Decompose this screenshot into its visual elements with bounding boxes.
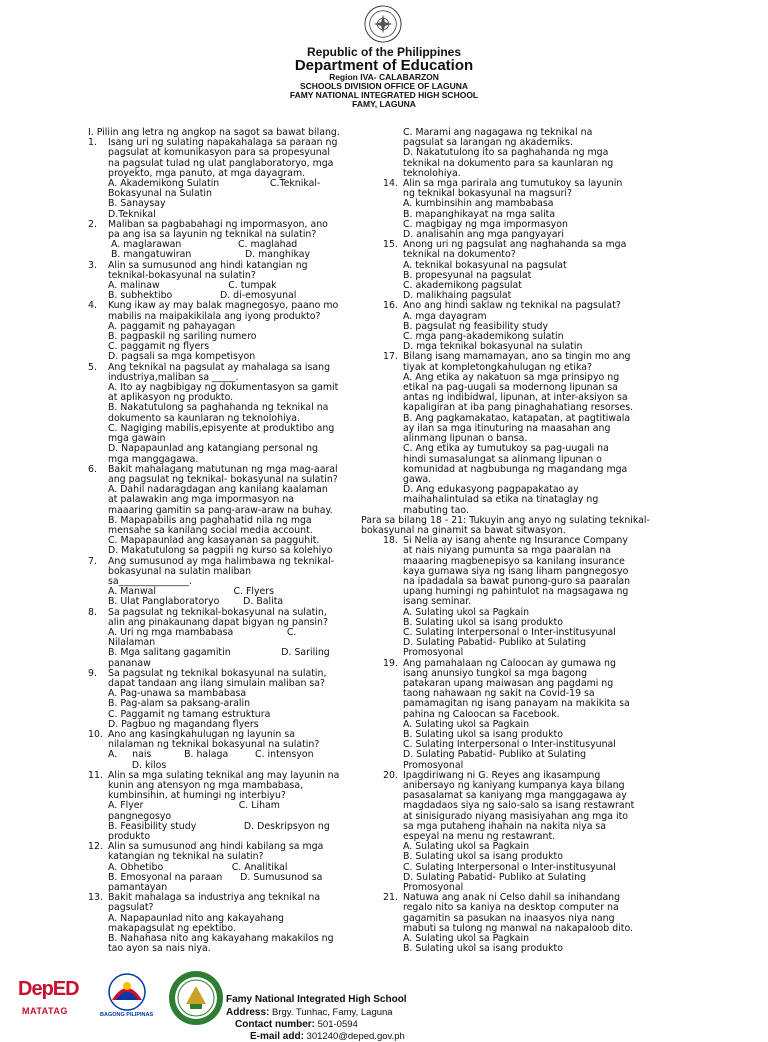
question-line: dokumento sa kaunlaran ng teknolohiya. [108,412,300,424]
question-line: B. Mga salitang gagamitin D. Sariling [108,647,330,659]
footer-logos [16,970,216,1020]
question-item [88,728,364,771]
question-line: mensahe sa kanilang social media account. [108,524,313,536]
footer-address-label: Address: [226,1007,270,1018]
question-line: A. Akademikong Sulatin C.Teknikal- [108,178,321,190]
question-number: 4. [88,300,97,312]
section-instruction-line: bokasyunal na ginamit sa bawat sitwasyon. [361,524,566,536]
question-line: B. Nakatutulong sa paghahanda ng teknikal na [108,402,329,414]
question-line: C. Sulating Interpersonal o Inter-institusyunal [403,626,616,638]
question-item [383,769,733,894]
continuation-line: teknolohiya. [403,167,461,179]
question-line: A. Dahil nadaragdagan ang kanilang kaalaman [108,484,328,496]
question-line: kapaligiran at iba pang pinaghahatiang resorses. [403,402,634,414]
question-line: regalo nito sa kaniya na desktop computer na [403,902,619,914]
question-line: D.Teknikal [108,208,156,220]
question-line: Kung ikaw ay may balak magnegosyo, paano mo [108,300,339,312]
question-line: at sinisigurado niyang masisiyahan ang mga ito [403,810,628,822]
question-line: D. Sulating Pabatid- Publiko at Sulating [403,871,587,883]
question-line: C. Mapapaunlad ang kasayanan sa pagguhit. [108,535,320,547]
question-line: D. Makatutulong sa pagpili ng kurso sa kolehiyo [108,545,333,557]
question-line: magdadaos siya ng salo-salo sa isang restawrant [403,800,635,812]
question-line: kunin ang atensyon ng mga mambabasa, [108,780,304,791]
question-line: gagamitin sa pasukan na inaasyos niya nang [403,912,615,924]
question-line: C. akademikong pagsulat [403,280,522,292]
header-department: Department of Education [294,57,474,74]
question-line: antas ng indibidwal, lipunan, at inter-aksiyon sa [403,392,628,404]
question-line: mga manggagawa. [108,453,199,465]
question-line: Ang pamahalaan ng Caloocan ay gumawa ng [403,657,616,669]
question-line: pamantayan [108,882,168,894]
question-line: taong nahawaan ng sakit na Covid-19 sa [403,688,595,700]
question-line: Sa pagsulat ng teknikal-bokasyunal na sulatin, [108,606,327,618]
question-line: Ano ang kasingkahulugan ng layunin sa [108,728,295,740]
question-line: teknikal-bokasyunal na sulatin? [108,269,256,281]
question-number: 1. [88,137,97,149]
question-number: 19. [383,657,398,669]
deped-logo-text: DepED [18,978,79,1000]
header-region: Region IVA- CALABARZON [329,72,439,82]
question-line: ng teknikal bokasyunal na magsuri? [403,188,572,200]
question-item [88,361,364,465]
question-line: na pagsulat tulad ng ulat panglaboratoryo, mga [108,157,334,169]
question-line: B. Pag-alam sa paksang-aralin [108,698,251,710]
question-line: Bakit mahalagang matutunan ng mga mag-aaral [108,463,338,475]
question-line: A. Napapaunlad nito ang kakayahang [108,912,284,924]
question-line: B. Feasibility study D. Deskripsyon ng [108,820,330,832]
question-line: isang anunsiyo tungkol sa mga bagong [403,667,588,679]
question-number: 8. [88,606,97,618]
question-line: A. Pag-unawa sa mambabasa [108,688,247,700]
question-line: Ang teknikal na pagsulat ay mahalaga sa isang [108,361,331,373]
right-question-list-b [383,535,733,955]
question-item [88,300,364,363]
bagong-pilipinas-logo-icon [102,972,152,1012]
question-line: sa_______________. [108,575,192,587]
footer-email-label: E-mail add: [250,1031,304,1042]
question-number: 18. [383,535,398,547]
question-line: Nilalaman [108,637,156,649]
continuation-line: pagsulat sa larangan ng akademiks. [403,137,573,149]
question-line: maihahalintulad sa etika na tinataglay ng [403,494,599,506]
question-number: 2. [88,218,97,230]
question-line: Alin sa mga parirala ang tumutukoy sa layunin [403,178,623,190]
question-number: 7. [88,555,97,567]
question-line: Bilang isang mamamayan, ano sa tingin mo ang [403,351,631,363]
left-question-list [88,137,364,955]
question-number: 12. [88,841,103,853]
question-item [383,892,733,955]
question-line: Bokasyunal na Sulatin [108,188,212,200]
question-line: D. malikhaing pagsulat [403,290,512,302]
question-number: 5. [88,361,97,373]
footer-email [250,1031,405,1042]
question-line: A. Uri ng mga mambabasa C. [108,626,297,638]
question-line: kumbinsihin, at humingi ng interbiyu? [108,790,286,802]
footer-email-value: 301240@deped.gov.ph [306,1031,405,1042]
question-line: makapagsulat ng epektibo. [108,922,236,934]
question-line: Alin sa sumusunod ang hindi kabilang sa mga [108,841,324,853]
question-number: 21. [383,892,398,904]
question-line: A. malinaw C. tumpak [108,280,277,292]
question-line: B. mangatuwiran D. manghikay [108,249,311,261]
question-line: na ipadadala sa bawat punong-guro sa paaralan [403,575,631,587]
question-line: D. Napapaunlad ang katangiang personal ng [108,443,319,455]
question-line: teknikal na dokumento? [403,249,516,261]
question-line: B. Emosyonal na paraan D. Sumusunod sa [108,871,323,883]
question-line: B. Sulating ukol sa isang produkto [403,616,563,628]
question-item [88,463,364,557]
continuation-line: D. Nakatutulong ito sa paghahanda ng mga [403,147,609,159]
question-line: A. Manwal C. Flyers [108,586,275,598]
question-line: alinmang lipunan o bansa. [403,433,528,445]
deped-logo [18,978,79,1001]
question-number: 20. [383,769,398,781]
question-line: Bakit mahalaga sa industriya ang teknikal na [108,892,321,904]
question-line: nilalaman ng teknikal bokasyunal na sulatin? [108,739,320,751]
question-line: dapat tandaan ang ilang simulain maliban sa? [108,677,325,689]
question-line: A. Ang etika ay nakatuon sa mga prinsipyo ng [403,371,620,383]
question-line: D. Sulating Pabatid- Publiko at Sulating [403,637,587,649]
question-line: anibersayo ng kaniyang kumpanya kaya bilang [403,780,625,791]
question-line: alin ang pinakaunang dapat bigyan ng pansin? [108,616,328,628]
question-line: B. Ang pagkamakatao, katapatan, at pagtitiwala [403,412,631,424]
question-item [383,535,733,659]
question-line: Maliban sa pagbabahagi ng impormasyon, ano [108,218,328,230]
question-number: 10. [88,728,103,740]
question-line: proyekto, mga panuto, at mga dayagram. [108,167,306,179]
question-line: A. Sulating ukol sa Pagkain [403,841,530,853]
question-13-continuation [403,128,733,179]
footer-contact-value: 501-0594 [317,1019,358,1030]
question-number: 11. [88,769,103,781]
right-question-list-a [383,178,733,516]
question-number: 3. [88,259,97,271]
question-line: A. Ito ay nagbibigay ng dokumentasyon sa gamit [108,382,339,394]
question-item [88,841,364,894]
question-line: B. propesyunal na pagsulat [403,269,532,281]
question-line: A. maglarawan C. maglahad [108,239,298,251]
question-line: C. Sulating Interpersonal o Inter-institusyunal [403,861,616,873]
question-line: Alin sa sumusunod ang hindi katangian ng [108,259,308,271]
section-instruction [361,516,733,536]
question-line: B. pagsulat ng feasibility study [403,320,549,332]
question-line: sa mga putaheng ihahain na nakita niya sa [403,820,607,832]
question-line: B. Nahahasa nito ang kakayahang makakilos ng [108,933,334,945]
question-line: D. mga teknikal bokasyunal na sulatin [403,341,583,353]
question-line: tao ayon sa nais niya. [108,943,211,955]
question-line: A. nais B. halaga C. intensyon [108,749,314,761]
question-line: A. paggamit ng pahayagan [108,320,236,332]
question-number: 16. [383,300,398,312]
question-line: etikal na pag-uugali sa modernong lipunan sa [403,382,618,394]
question-line: pamamagitan ng isang panayam na makikita sa [403,698,630,710]
question-item [383,300,733,353]
question-line: C. paggamit ng flyers [108,341,210,353]
footer-contact [235,1019,358,1030]
question-line: ang pagsulat ng teknikal- bokasyunal na sulatin? [108,473,338,485]
question-line: mabuti sa tulong ng manwal na nakapaloob dito. [403,922,634,934]
matatag-logo-text: MATATAG [22,1006,68,1016]
question-line: C. mga pang-akademikong sulatin [403,331,564,343]
footer-contact-label: Contact number: [235,1019,315,1030]
question-line: C. magbigay ng mga impormasyon [403,218,568,230]
question-line: mga gawain [108,433,166,445]
question-line: pangnegosyo [108,810,172,822]
left-column [88,127,364,955]
question-line: C. Paggamit ng tamang estruktura [108,708,271,720]
question-line: upang humingi ng pahintulot na magsagawa ng [403,586,629,598]
question-line: Sa pagsulat ng teknikal bokasyunal na sulatin, [108,667,327,679]
question-item [88,667,364,730]
question-line: A. Flyer C. Liham [108,800,280,812]
question-line: C. Ang etika ay tumutukoy sa pag-uugali na [403,443,609,455]
header-school: FAMY NATIONAL INTEGRATED HIGH SCHOOL [289,90,479,100]
question-line: produkto [108,831,151,843]
question-line: gawa. [403,473,432,485]
question-line: pasasalamat sa kaniyang mga manggagawa ay [403,790,627,802]
question-line: Isang uri ng sulating napakahalaga sa paraan ng [108,137,338,149]
question-line: Promosyonal [403,759,464,771]
question-line: at palawakin ang mga impormasyon na [108,494,295,506]
question-line: D. kilos [108,759,167,771]
question-line: A. mga dayagram [403,310,487,322]
question-line: Anong uri ng pagsulat ang naghahanda sa mga [403,239,627,251]
question-line: Natuwa ang anak ni Celso dahil sa inihandang [403,892,621,904]
question-line: C. Nagiging mabilis,episyente at produktibo ang [108,422,335,434]
question-line: B. subhektibo D. di-emosyunal [108,290,297,302]
question-line: industriya,maliban sa _____. [108,371,239,383]
question-item [88,606,364,669]
question-line: kaya gumawa siya ng isang liham pangnegosyo [403,565,629,577]
footer-school-name: Famy National Integrated High School [226,994,407,1005]
question-item [88,555,364,608]
question-line: A. Sulating ukol sa Pagkain [403,718,530,730]
question-line: A. kumbinsihin ang mambabasa [403,198,554,210]
deped-seal-icon [364,5,402,43]
question-item [383,239,733,302]
question-line: D. Sulating Pabatid- Publiko at Sulating [403,749,587,761]
question-line: B. Sulating ukol sa isang produkto [403,851,563,863]
question-number: 9. [88,667,97,679]
question-line: Ipagdiriwang ni G. Reyes ang ikasampung [403,769,601,781]
question-number: 17. [383,351,398,363]
question-line: tiyak at kompletongkahulugan ng etika? [403,361,592,373]
question-line: B. Sanaysay [108,198,166,210]
question-number: 14. [383,178,398,190]
question-item [88,218,364,261]
question-line: D. analisahin ang mga pangyayari [403,229,564,241]
footer-address [226,1007,393,1018]
question-line: B. Ulat Panglaboratoryo D. Balita [108,596,284,608]
question-line: espeyal na menu ng restawrant. [403,831,556,843]
question-number: 15. [383,239,398,251]
question-line: D. pagsali sa mga kompetisyon [108,351,256,363]
continuation-line: teknikal na dokumento para sa kaunlaran ng [403,157,614,169]
question-line: mabuting tao. [403,504,469,516]
question-line: A. teknikal bokasyunal na pagsulat [403,259,567,271]
question-line: B. Sulating ukol sa isang produkto [403,728,563,740]
header-division: SCHOOLS DIVISION OFFICE OF LAGUNA [299,81,469,91]
header-location: FAMY, LAGUNA [352,99,416,109]
question-line: Ang sumusunod ay mga halimbawa ng teknikal- [108,555,335,567]
question-line: hindi sumasalungat sa alinmang lipunan o [403,453,602,465]
question-line: patakaran upang maiwasan ang pagdami ng [403,677,614,689]
question-line: B. mapanghikayat na mga salita [403,208,556,220]
question-line: Promosyonal [403,647,464,659]
question-line: mabilis na maipakikilala ang iyong produkto? [108,310,321,322]
school-seal-icon [168,970,224,1026]
question-line: D. Ang edukasyong pagpapakatao ay [403,484,579,496]
question-line: Ano ang hindi saklaw ng teknikal na pagsulat? [403,300,621,312]
question-line: A. Sulating ukol sa Pagkain [403,933,530,945]
question-item [383,178,733,241]
question-line: katangian ng teknikal na sulatin? [108,851,264,863]
question-line: C. Sulating Interpersonal o Inter-institusyunal [403,739,616,751]
footer-address-value: Brgy. Tunhac, Famy, Laguna [272,1007,393,1018]
question-line: A. Obhetibo C. Analitikal [108,861,288,873]
question-line: B. Sulating ukol sa isang produkto [403,943,563,955]
question-line: A. Sulating ukol sa Pagkain [403,606,530,618]
question-line: Si Nelia ay isang ahente ng Insurance Company [403,535,628,547]
question-item [383,657,733,771]
header-republic: Republic of the Philippines [306,45,461,59]
question-number: 13. [88,892,103,904]
question-line: B. pagpaskil ng sariling numero [108,331,257,343]
question-number: 6. [88,463,97,475]
continuation-line: C. Marami ang nagagawa ng teknikal na [403,127,593,138]
question-line: pagsulat at komunikasyon para sa propesyunal [108,147,331,159]
question-item [88,892,364,955]
question-line: D. Pagbuo ng magandang flyers [108,718,259,730]
question-line: ay ilan sa mga itinuturing na maasahan ang [403,422,611,434]
bagong-pilipinas-text: BAGONG PILIPINAS [100,1012,154,1018]
question-line: bokasyunal na sulatin maliban [108,565,252,577]
instruction: I. Piliin ang letra ng angkop na sagot sa bawat bilang. [88,127,340,138]
question-line: Alin sa mga sulating teknikal ang may layunin na [108,769,340,781]
question-line: pananaw [108,657,151,669]
question-line: at nais niyang pumunta sa mga paaralan na [403,545,611,557]
question-line: B. Mapapabilis ang paghahatid nila ng mga [108,514,312,526]
question-line: maaaring gamitin sa pang-araw-araw na buhay. [108,504,333,516]
question-line: Promosyonal [403,882,464,894]
question-item [88,137,364,220]
question-item [88,769,364,843]
question-line: komunidad at nagbubunga ng magandang mga [403,463,628,475]
question-line: pahina ng Caloocan sa Facebook. [403,708,560,720]
question-line: pagsulat? [108,902,154,914]
right-column [361,127,733,955]
question-item [383,351,733,516]
question-line: isang seminar. [403,596,472,608]
question-line: pa ang isa sa layunin ng teknikal na sulatin? [108,229,317,241]
question-item [88,259,364,302]
section-instruction-line: Para sa bilang 18 - 21: Tukuyin ang anyo ng sulating teknikal- [361,514,650,526]
question-line: at aplikasyon ng produkto. [108,392,234,404]
question-line: maaaring magbenepisyo sa kanilang insurance [403,555,625,567]
